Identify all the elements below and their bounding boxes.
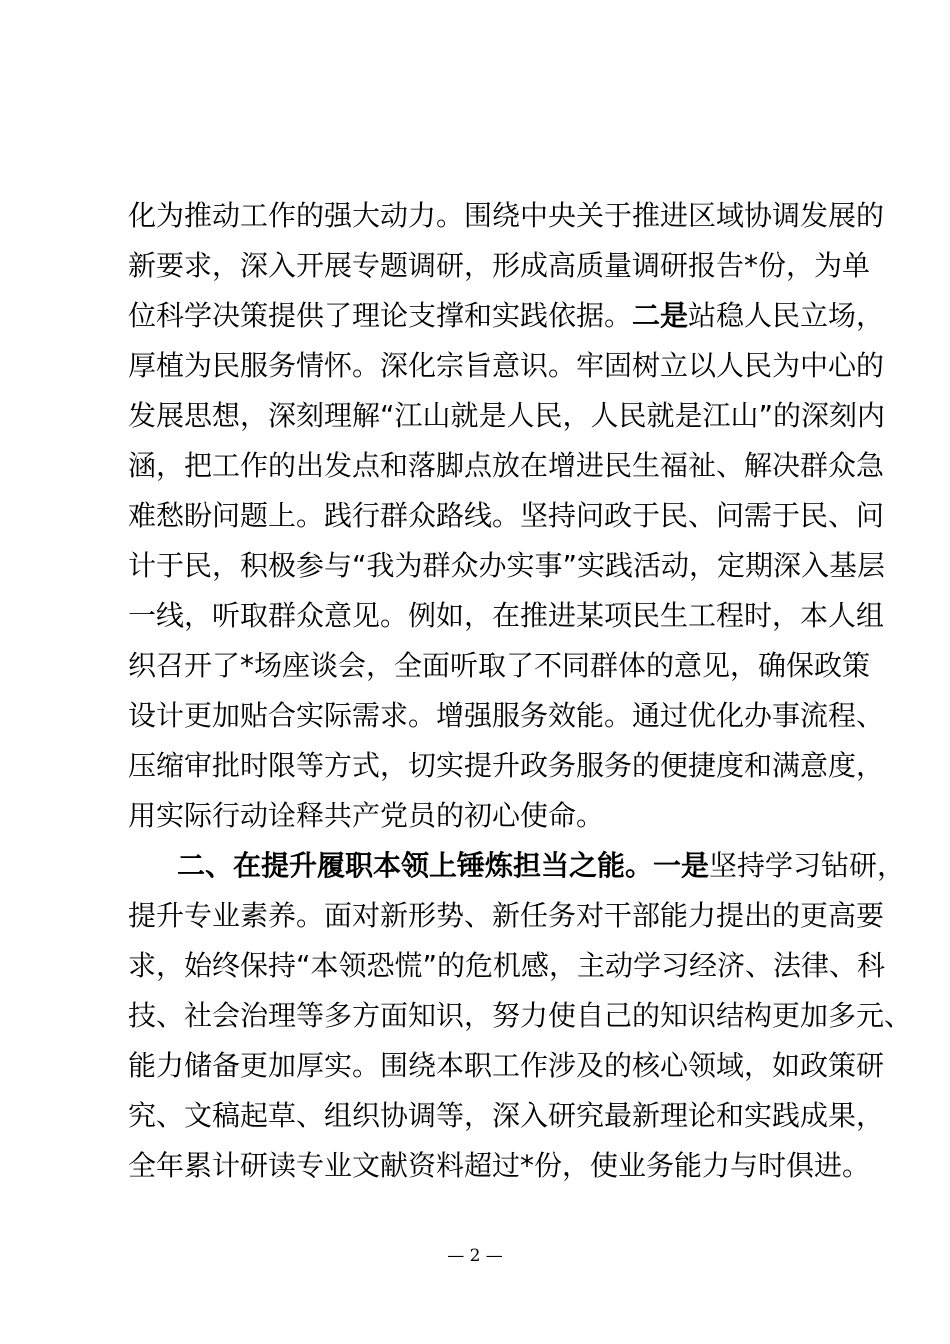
paragraph-heading-line — [177, 846, 906, 886]
text-line — [128, 1046, 885, 1086]
text-line — [128, 596, 885, 636]
text-segment: 技、社会治理等多方面知识，努力使自己的知识结构更加多元、 — [128, 999, 913, 1032]
text-segment: 坚持学习钻研， — [709, 849, 906, 882]
text-segment: 设计更加贴合实际需求。增强服务效能。通过优化办事流程、 — [128, 699, 885, 732]
text-line — [128, 246, 871, 286]
text-line — [128, 796, 850, 836]
text-line — [128, 296, 885, 336]
text-segment: 计于民，积极参与“我为群众办实事”实践活动，定期深入基层 — [128, 549, 886, 582]
text-line — [128, 896, 885, 936]
text-line — [128, 746, 885, 786]
text-line — [128, 496, 885, 536]
text-line — [128, 946, 886, 986]
text-line — [128, 196, 885, 236]
text-segment: 发展思想，深刻理解“江山就是人民，人民就是江山”的深刻内 — [128, 399, 886, 432]
text-line — [128, 396, 886, 436]
text-segment: 涵，把工作的出发点和落脚点放在增进民生福祉、解决群众急 — [128, 449, 885, 482]
text-segment: 能力储备更加厚实。围绕本职工作涉及的核心领域，如政策研 — [128, 1049, 885, 1082]
text-line — [128, 346, 885, 386]
bold-text-segment: 二是 — [632, 299, 689, 332]
text-segment: 化为推动工作的强大动力。围绕中央关于推进区域协调发展的 — [128, 199, 885, 232]
text-line — [128, 446, 885, 486]
text-segment: 提升专业素养。面对新形势、新任务对干部能力提出的更高要 — [128, 899, 885, 932]
text-line — [128, 1146, 871, 1186]
page-number: — 2 — — [447, 1246, 503, 1266]
text-segment: 位科学决策提供了理论支撑和实践依据。 — [128, 299, 633, 332]
text-segment: 压缩审批时限等方式，切实提升政务服务的便捷度和满意度， — [128, 749, 885, 782]
text-segment: 全年累计研读专业文献资料超过*份，使业务能力与时俱进。 — [128, 1149, 871, 1182]
text-line — [128, 546, 886, 586]
bold-text-segment: 二、在提升履职本领上锤炼担当之能。一是 — [177, 849, 710, 882]
text-line — [128, 996, 913, 1036]
text-line — [128, 696, 885, 736]
text-segment: 用实际行动诠释共产党员的初心使命。 — [128, 799, 605, 832]
text-segment: 究、文稿起草、组织协调等，深入研究最新理论和实践成果， — [128, 1099, 885, 1132]
text-line — [128, 1096, 885, 1136]
text-line — [128, 646, 871, 686]
text-segment: 站稳人民立场， — [688, 299, 885, 332]
text-segment: 求，始终保持“本领恐慌”的危机感，主动学习经济、法律、科 — [128, 949, 886, 982]
text-segment: 难愁盼问题上。践行群众路线。坚持问政于民、问需于民、问 — [128, 499, 885, 532]
text-segment: 一线，听取群众意见。例如，在推进某项民生工程时，本人组 — [128, 599, 885, 632]
text-segment: 织召开了*场座谈会，全面听取了不同群体的意见，确保政策 — [128, 649, 871, 682]
text-segment: 新要求，深入开展专题调研，形成高质量调研报告*份，为单 — [128, 249, 871, 282]
text-segment: 厚植为民服务情怀。深化宗旨意识。牢固树立以人民为中心的 — [128, 349, 885, 382]
